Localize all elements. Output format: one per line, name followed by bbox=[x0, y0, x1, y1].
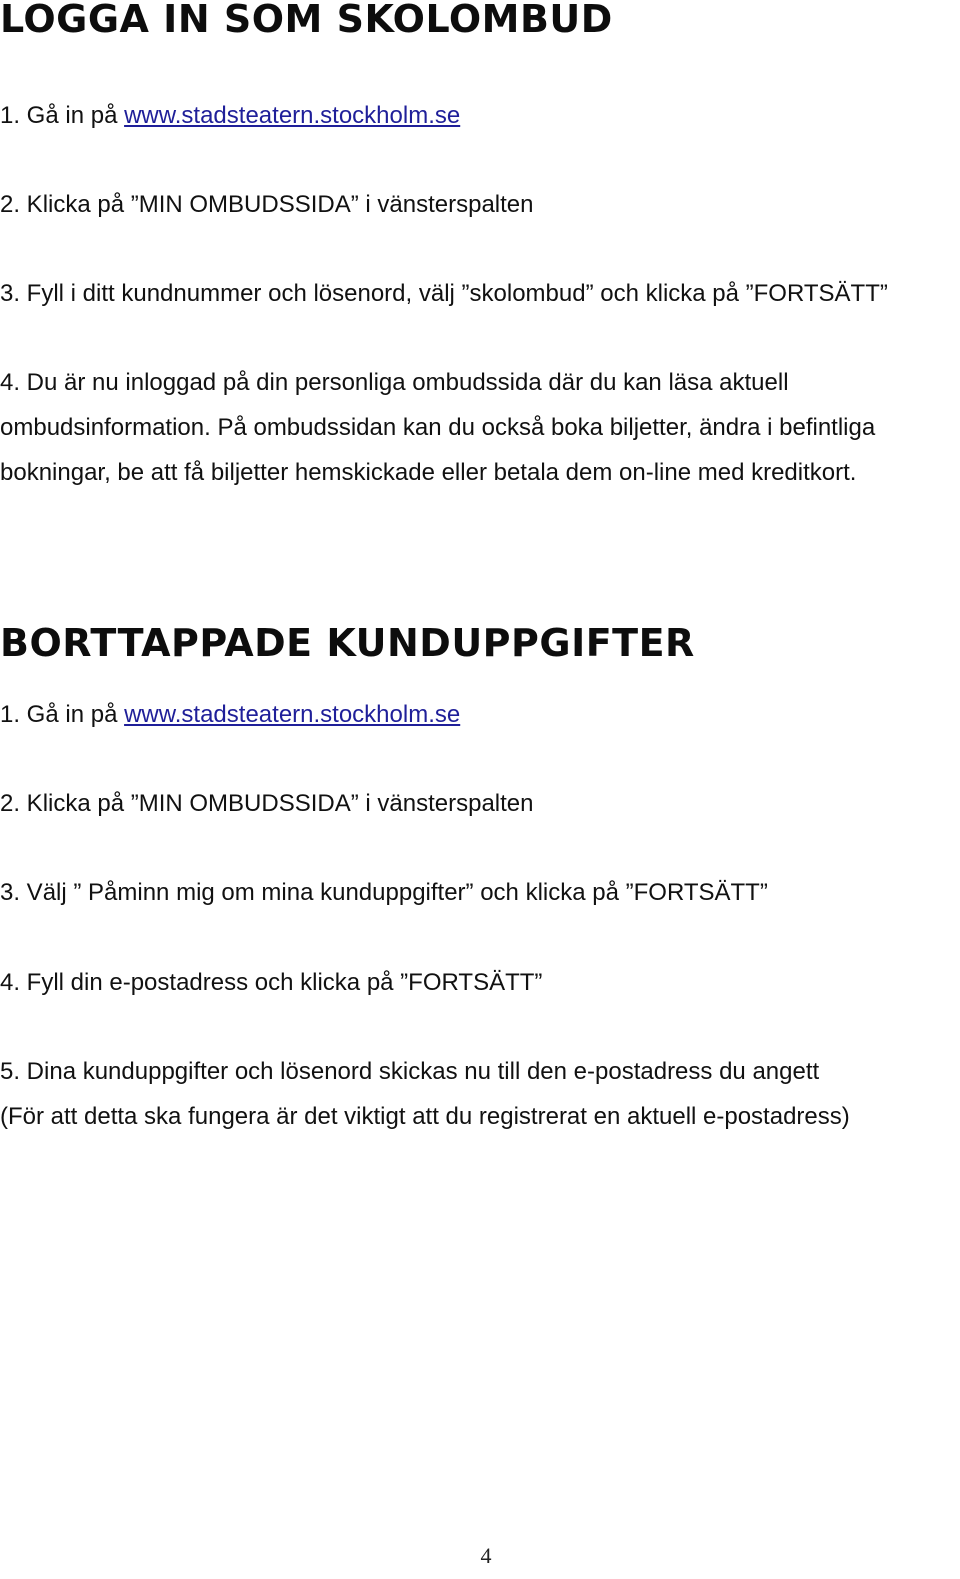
login-step-4-line-2: ombudsinformation. På ombudssidan kan du också boka biljetter, ändra i befintliga bbox=[0, 414, 876, 441]
lost-step-5 bbox=[0, 1049, 958, 1139]
login-step-3: 3. Fyll i ditt kundnummer och lösenord, välj ”skolombud” och klicka på ”FORTSÄTT” bbox=[0, 280, 888, 307]
lost-step-1 bbox=[0, 692, 958, 737]
step-text: 1. Gå in på bbox=[0, 701, 125, 728]
section-heading-login: LOGGA IN SOM SKOLOMBUD bbox=[0, 0, 613, 41]
lost-step-3: 3. Välj ” Påminn mig om mina kunduppgifter” och klicka på ”FORTSÄTT” bbox=[0, 879, 768, 906]
login-step-4-line-1: 4. Du är nu inloggad på din personliga ombudssida där du kan läsa aktuell bbox=[0, 369, 789, 396]
section-heading-lost-credentials: BORTTAPPADE KUNDUPPGIFTER bbox=[0, 621, 695, 665]
website-link[interactable]: www.stadsteatern.stockholm.se bbox=[124, 102, 461, 129]
lost-step-5-line-2: (För att detta ska fungera är det viktigt att du registrerat en aktuell e-postadress) bbox=[0, 1103, 850, 1130]
login-step-2: 2. Klicka på ”MIN OMBUDSSIDA” i vänsterspalten bbox=[0, 191, 534, 218]
page-number: 4 bbox=[480, 1543, 492, 1568]
login-step-4-line-3: bokningar, be att få biljetter hemskickade eller betala dem on-line med kreditkort. bbox=[0, 459, 857, 486]
login-step-1 bbox=[0, 93, 958, 138]
login-step-4 bbox=[0, 360, 958, 495]
lost-step-2: 2. Klicka på ”MIN OMBUDSSIDA” i vänsterspalten bbox=[0, 790, 534, 817]
step-text: 1. Gå in på bbox=[0, 102, 125, 129]
lost-step-4: 4. Fyll din e-postadress och klicka på ”FORTSÄTT” bbox=[0, 969, 543, 996]
lost-step-5-line-1: 5. Dina kunduppgifter och lösenord skickas nu till den e-postadress du angett bbox=[0, 1058, 820, 1085]
website-link[interactable]: www.stadsteatern.stockholm.se bbox=[124, 701, 461, 728]
